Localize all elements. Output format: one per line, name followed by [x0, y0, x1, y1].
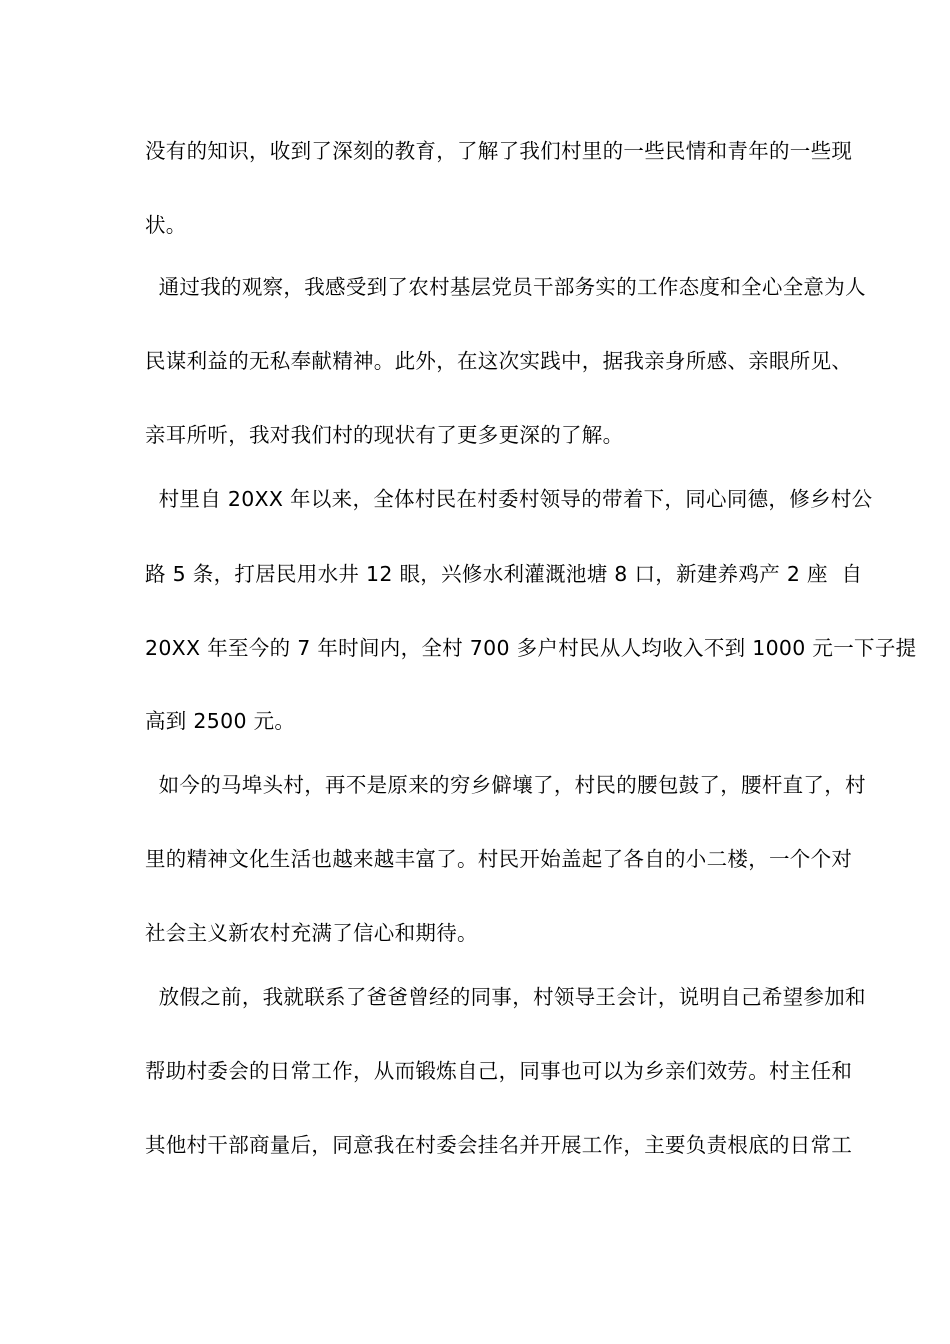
text-line: 没有的知识，收到了深刻的教育，了解了我们村里的一些民情和青年的一些现: [145, 139, 853, 163]
text-line: 通过我的观察，我感受到了农村基层党员干部务实的工作态度和全心全意为人: [145, 275, 866, 299]
text-line: 其他村干部商量后，同意我在村委会挂名并开展工作，主要负责根底的日常工: [145, 1133, 853, 1157]
text-line: 亲耳所听，我对我们村的现状有了更多更深的了解。: [145, 423, 624, 447]
text-line: 民谋利益的无私奉献精神。此外，在这次实践中，据我亲身所感、亲眼所见、: [145, 349, 853, 373]
text-line: 社会主义新农村充满了信心和期待。: [145, 921, 478, 945]
text-line: 如今的马埠头村，再不是原来的穷乡僻壤了，村民的腰包鼓了，腰杆直了，村: [145, 773, 866, 797]
text-line: 20XX 年至今的 7 年时间内，全村 700 多户村民从人均收入不到 1000 元一下子提: [145, 636, 917, 660]
text-line: 村里自 20XX 年以来，全体村民在村委村领导的带着下，同心同德，修乡村公: [145, 487, 873, 511]
text-line: 状。: [145, 213, 187, 237]
text-line: 帮助村委会的日常工作，从而锻炼自己，同事也可以为乡亲们效劳。村主任和: [145, 1059, 853, 1083]
text-line: 里的精神文化生活也越来越丰富了。村民开始盖起了各自的小二楼，一个个对: [145, 847, 853, 871]
text-line: 高到 2500 元。: [145, 709, 296, 733]
text-line: 路 5 条，打居民用水井 12 眼，兴修水利灌溉池塘 8 口，新建养鸡产 2 座 自: [145, 562, 863, 586]
text-line: 放假之前，我就联系了爸爸曾经的同事，村领导王会计，说明自己希望参加和: [145, 985, 866, 1009]
